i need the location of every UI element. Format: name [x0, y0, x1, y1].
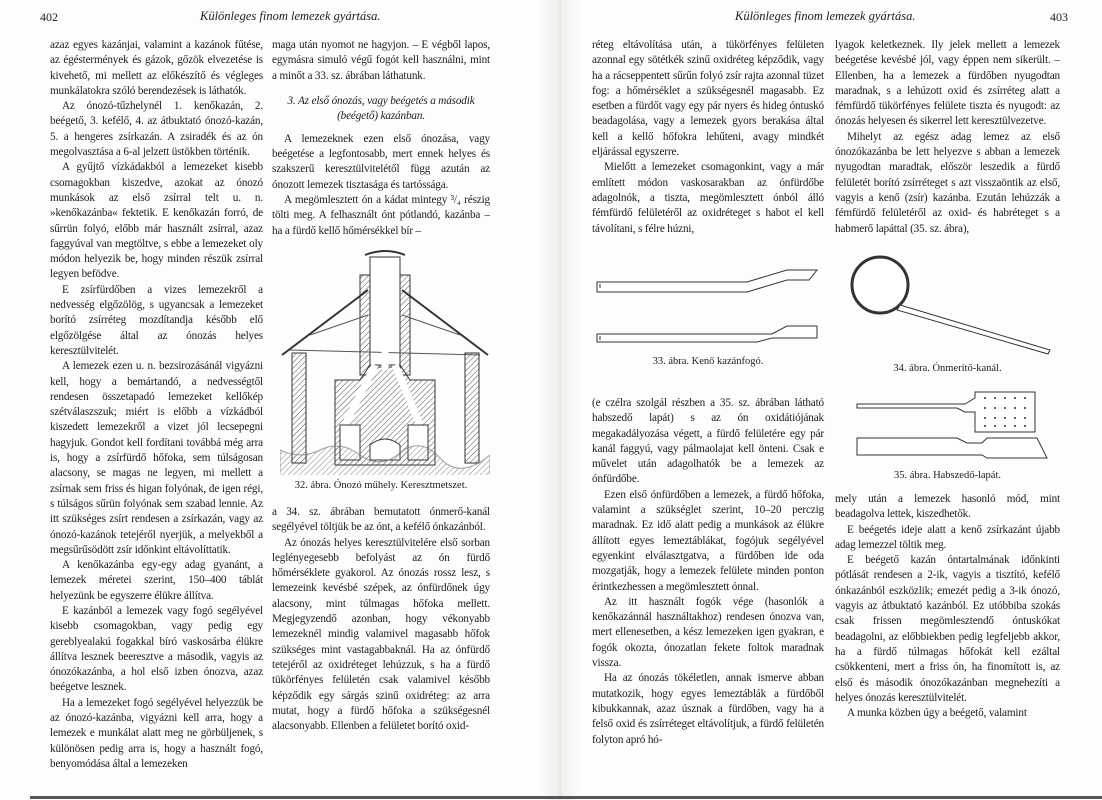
paragraph: E beégetés ideje alatt a kenő zsírkazánt újabb adag lemezzel töltik meg. [835, 523, 1060, 551]
paragraph: E beégető kazán óntartalmának időnkinti pótlását rendesen a 2-ik, vagyis a tisztító, kefélő ónkazánból eszközlik; emezét pedig a 3-ik ónozó, vagyis az átbuktató kazánból. Ez utóbbiba szokás csak frissen megömlesztendő óntuskókat beadagolni, az előbbiekben pedig legfeljebb akkor, ha a fürdő túlmagas hőfokát kell ezáltal csökkenteni, mert a friss ón, ha finomított is, az első és második ónozókazánban megnehezíti a helyes ónozás keresztülvitelét. [835, 554, 1060, 704]
book-gutter [540, 0, 580, 800]
section-heading: 3. Az első ónozás, vagy beégetés a második (beégető) kazánban. [287, 94, 475, 122]
figure-35-skimming-shovel [855, 390, 1055, 465]
right-column-1-top [592, 38, 824, 237]
paragraph: réteg eltávolítása után, a tükörfényes felületen azonnal egy sötétkék szinű oxidréteg képződik, vagy ha a rácseppentett sűrűn folyó zsír rajta azonnal tüzet fog: a hőmérséklet a szükségesnél magasabb. Ez esetben a fürdőt vagy egy pár nyers és hideg óntuskó beadagolása, vagy a lemezek gyors berakása által kell a kellő hőfokra lehűteni, avagy mindkét eljárással egyszerre. [592, 39, 824, 159]
running-head-right: Különleges finom lemezek gyártása. [735, 9, 916, 23]
paragraph: Az ónozás helyes keresztülvitelére első sorban leglényegesebb befolyást az ón fürdő hőmérséklete gyakorol. Az ónozás rossz lesz, s lemezeink kevésbé szépek, az ónfürdőnek úgy alacsony, mint túlmagas hőfoka mellett. Megjegyzendő azonban, hogy vékonyabb lemezeknél mindig valamivel magasabb hőfok szükséges mint vastagabbaknál. Ha az ónfürdő tetejéről az oxidréteget lehúzzuk, s ha a fürdő tükörfényes felületén csak valamivel később képződik egy sárgás szinű oxidréteg: az arra mutat, hogy a fürdő hőfoka a szükségesnél alacsonyabb. Ellenben a felületet borító oxid- [272, 536, 490, 733]
paragraph: maga után nyomot ne hagyjon. – E végből lapos, egymásra simuló végű fogót kell használni, mint a minőt a 33. sz. ábrában láthatunk. [272, 39, 490, 82]
paragraph: A megömlesztett ón a kádat mintegy ³/₄ részig tölti meg. A felhasznált ónt pótlandó, kazánba – ha a fürdő kellő hőmérsékkel bír – [272, 194, 490, 237]
left-column-2-bottom [272, 505, 490, 734]
left-column-2-top [272, 38, 490, 239]
running-head-left: Különleges finom lemezek gyártása. [200, 9, 381, 23]
paragraph: Mielőtt a lemezeket csomagonkint, vagy a már említett módon vaskosarakban az ónfürdőbe adagolnók, a tiszta, megömlesztett ónból álló fémfürdő felületéről az oxidréteget s habot el kell távolítani, s félre húzni, [592, 161, 824, 235]
paragraph: azaz egyes kazánjai, valamint a kazánok fűtése, az égéstermények és gázok, gőzök elvezetése is kivehető, mi mellett az előkészítő és végleges munkálatokra szóló berendezések is láthatók. [50, 39, 263, 97]
right-column-2-top [835, 38, 1060, 237]
paragraph: Az itt használt fogók vége (hasonlók a kenőkazánnál használtakhoz) rendesen ónozva van, mert ellenesetben, a kész lemezeken igen gyakran, e fogók okozta, ónozatlan fekete foltok maradnak vissza. [592, 595, 824, 670]
figure-34-caption: 34. ábra. Ónmerítő-kanál. [893, 363, 1002, 374]
paragraph: Az ónozó-tűzhelynél 1. kenőkazán, 2. beégető, 3. kefélő, 4. az átbuktató ónozó-kazán, 5. a hengeres zsírkazán. A zsiradék és az ón megolvasztása a 6-al jelzett üstökben történik. [50, 100, 263, 159]
paragraph: A gyűjtő vízkádakból a lemezeket kisebb csomagokban kiszedve, azokat az ónozó munkások az első zsírral telt u. n. »kenőkazánba« fektetik. E kenőkazán forró, de sűrrün folyó, előbb már használt zsírral, azaz faggyúval van megtöltve, s ebbe a lemezeket oly módon helyezik be, hogy minden részük zsírral legyen befödve. [50, 161, 263, 281]
paragraph: Mihelyt az egész adag lemez az első ónozókazánba be lett helyezve s abban a lemezek nyugodtan maradtak, először leszedik a fürdő felületét borító zsírréteget s azt visszaöntik az első, vagyis a kenő (zsír) kazánba. Ezután lehúzzák a fémfürdő felületéről az oxid- és habréteget s a habmerő lapáttal (35. sz. ábra), [835, 130, 1060, 235]
right-column-2-bottom [835, 492, 1060, 721]
page-number-left: 402 [40, 10, 58, 24]
paragraph: Ha a lemezeket fogó segélyével helyezzük be az ónozó-kazánba, vigyázni kell arra, hogy a lemezek e munkálat alatt meg ne görbüljenek, s különösen pedig arra is, hogy a használt fogó, benyomódása által a lemezeken [50, 696, 263, 770]
paragraph: lyagok keletkeznek. Ily jelek mellett a lemezek beégetése kevésbé jól, vagy éppen nem sikerült. – Ellenben, ha a lemezek a fürdőben nyugodtan maradnak, s a lehúzott oxid és zsírréteg alatt a fémfürdő tükörfényes felülete tiszta és nyugodt: az ónozás helyesen és sikerrel lett keresztülvezetve. [835, 39, 1060, 128]
figure-32-caption: 32. ábra. Ónozó műhely. Keresztmetszet. [294, 480, 468, 491]
paragraph: E kazánból a lemezek vagy fogó segélyével kisebb csomagokban, vagy pedig egy gereblyealakú fogakkal bíró vaskosárba élükre állítva lesznek beeresztve a második, vagyis az ónozókazánba, a hol első izben ónozva, azaz beégetve lesznek. [50, 604, 263, 694]
right-column-1-bottom [592, 396, 824, 748]
figure-33-tongs [592, 262, 824, 352]
paragraph: E zsírfürdőben a vizes lemezekről a nedvesség elgőzölög, s ugyancsak a lemezeket borító zsírréteg mozdítandja később elő elgőzölgése által az ónozás helyes keresztülvitelét. [50, 283, 263, 357]
paragraph: Ha az ónozás tökéletlen, annak ismerve abban mutatkozik, hogy egyes lemeztáblák a fürdőből kibukkannak, azaz úsznak a fürdőben, vagy ha a felső oxid és zsírréteget eltávolítjuk, a fürdő felületén folyton apró hó- [592, 672, 824, 746]
paragraph: A munka közben úgy a beégető, valamint [847, 707, 1027, 720]
paragraph: a 34. sz. ábrában bemutatott ónmerő-kanál segélyével töltjük be az ónt, a kefélő ónkazánból. [272, 506, 490, 534]
left-column-1 [50, 38, 263, 772]
figure-34-ladle [835, 250, 1060, 360]
paragraph: mely után a lemezek hasonló mód, mint beadagolva lettek, kiszedhetők. [835, 493, 1060, 521]
page-bottom-edge [30, 796, 1102, 799]
figure-33-caption: 33. ábra. Kenő kazánfogó. [652, 356, 764, 367]
paragraph: A lemezek ezen u. n. bezsirozásánál vigyázni kell, hogy a bemártandó, a nedvességtől rendesen összetapadó lemezeket kellőkép szétválaszszuk; miért is előbb a vízkádból kiszedett lemezekről a vizet jól lecsepegni hagyjuk. Gondot kell fordítani továbbá még arra is, hogy a zsírfürdő hőfoka, sem túlságosan alacsony, se magas ne legyen, mi mellett a zsírnak sem friss és higan folyónak, de igen régi, s túlságos sűrün folyónak sem szabad lennie. Az itt szükséges zsírt rendesen a zsírkazán, vagy az ónozó-kazánok tetejéről nyerjük, a melyekből a megsűrűsödött zsír időnkint eltávolíttatik. [50, 360, 263, 556]
paragraph: A lemezeknek ezen első ónozása, vagy beégetése a legfontosabb, mert ennek helyes és szakszerű keresztülvitelétől függ azután az ónozott lemezek tisztasága és tartóssága. [272, 132, 490, 191]
figure-35-caption: 35. ábra. Habszedő-lapát. [894, 470, 1001, 481]
figure-32-workshop-cross-section [280, 245, 490, 475]
paragraph: (e czélra szolgál részben a 35. sz. ábrában látható habszedő lapát) s az ón oxidátiójának megakadályozása végett, a fürdő felületére egy pár kanál faggyú, vagy pálmaolajat kell önteni. Csak e művelet után adagolhatók be a lemezek az ónfürdőbe. [592, 397, 824, 486]
page-number-right: 403 [1050, 10, 1068, 24]
paragraph: A kenőkazánba egy-egy adag gyanánt, a lemezek méretei szerint, 150–400 táblát helyezünk be egyszerre élükre állítva. [50, 559, 263, 602]
paragraph: Ezen első ónfürdőben a lemezek, a fürdő hőfoka, valamint a szükséglet szerint, 10–20 perczig maradnak. Ez idő alatt pedig a munkások az élükre állított egyes lemeztáblákat, fogójuk segélyével egyenkint elválasztgatva, a fürdőben ide oda mozgatják, hogy a lemezek felülete minden ponton érintkezhessen a megömlesztett ónnal. [592, 488, 824, 593]
